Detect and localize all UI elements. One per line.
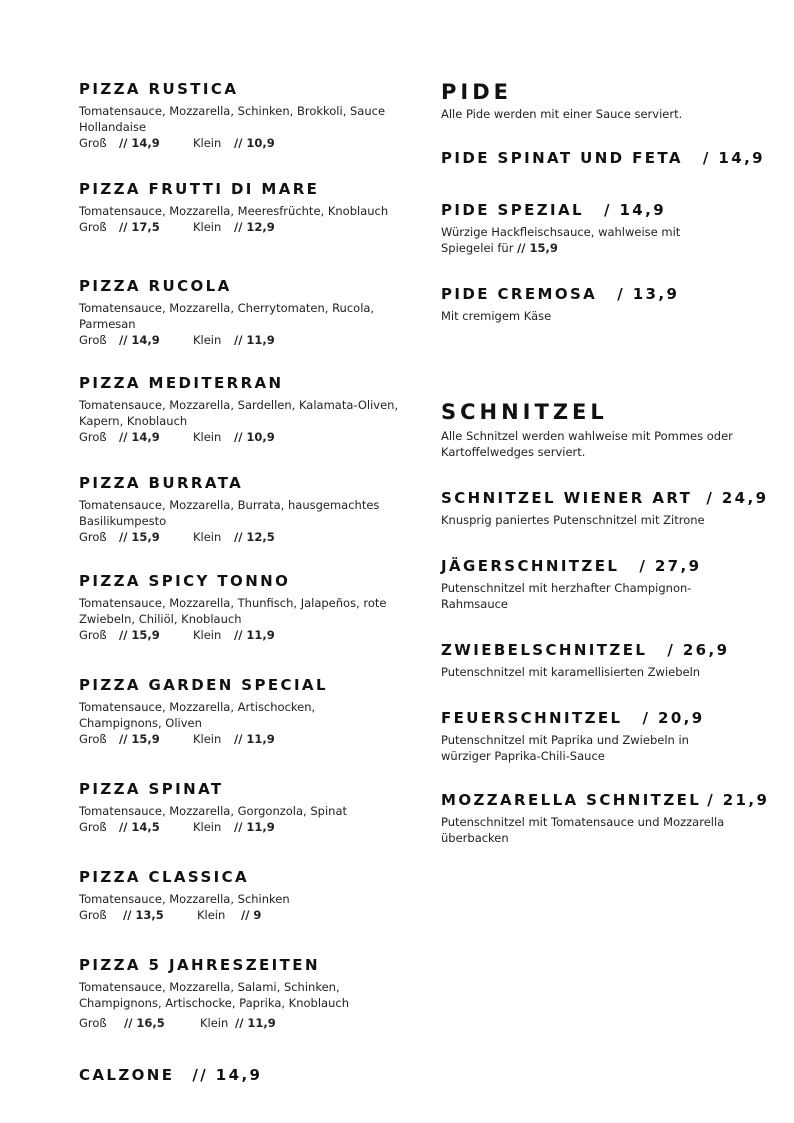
item-title: SCHNITZEL WIENER ART bbox=[441, 489, 693, 507]
item-description: Tomatensauce, Mozzarella, Salami, Schinken, Champignons, Artischocke, Paprika, Knoblauch bbox=[79, 980, 349, 1010]
item-price: / 27,9 bbox=[639, 557, 702, 575]
item-description: Mit cremigem Käse bbox=[441, 309, 552, 323]
size-gross-label: Groß bbox=[79, 220, 107, 234]
size-klein-price: // 11,9 bbox=[234, 628, 275, 642]
menu-item bbox=[79, 572, 399, 643]
item-prices bbox=[79, 429, 399, 445]
size-klein-price: // 12,5 bbox=[234, 530, 275, 544]
item-title: MOZZARELLA SCHNITZEL bbox=[441, 791, 702, 809]
size-klein-price: // 10,9 bbox=[234, 430, 275, 444]
item-prices bbox=[79, 1015, 399, 1031]
item-prices bbox=[79, 529, 399, 545]
size-klein-label: Klein bbox=[193, 820, 222, 834]
item-title: CALZONE bbox=[79, 1066, 175, 1084]
item-title: JÄGERSCHNITZEL bbox=[441, 557, 620, 575]
menu-item bbox=[441, 284, 781, 324]
item-title: PIDE SPINAT UND FETA bbox=[441, 149, 683, 167]
item-description: Tomatensauce, Mozzarella, Schinken bbox=[79, 892, 290, 906]
section-description: Alle Pide werden mit einer Sauce serviert. bbox=[441, 107, 683, 121]
item-title: PIZZA RUCOLA bbox=[79, 277, 232, 295]
item-prices bbox=[79, 819, 399, 835]
size-gross-price: // 14,9 bbox=[119, 333, 160, 347]
item-title: PIZZA CLASSICA bbox=[79, 868, 250, 886]
item-price: / 21,9 bbox=[707, 791, 770, 809]
item-description: Tomatensauce, Mozzarella, Meeresfrüchte, Knoblauch bbox=[79, 204, 389, 218]
section-title: PIDE bbox=[441, 80, 512, 104]
menu-item bbox=[441, 556, 781, 612]
item-price: // 14,9 bbox=[192, 1066, 263, 1084]
item-price: / 20,9 bbox=[642, 709, 705, 727]
menu-item bbox=[79, 474, 399, 545]
item-description: Putenschnitzel mit herzhafter Champignon-Rahmsauce bbox=[441, 581, 692, 611]
item-title: PIZZA FRUTTI DI MARE bbox=[79, 180, 320, 198]
item-title: PIZZA RUSTICA bbox=[79, 80, 239, 98]
menu-item bbox=[441, 708, 781, 764]
size-gross-label: Groß bbox=[79, 530, 107, 544]
item-extra-price: // 15,9 bbox=[517, 241, 558, 255]
size-klein-price: // 12,9 bbox=[234, 220, 275, 234]
item-prices bbox=[79, 731, 399, 747]
size-klein-label: Klein bbox=[200, 1016, 229, 1030]
item-prices bbox=[79, 627, 399, 643]
item-description: Putenschnitzel mit Paprika und Zwiebeln in würziger Paprika-Chili-Sauce bbox=[441, 733, 689, 763]
size-klein-label: Klein bbox=[193, 628, 222, 642]
size-klein-label: Klein bbox=[193, 333, 222, 347]
item-price: / 24,9 bbox=[706, 489, 769, 507]
section-title: SCHNITZEL bbox=[441, 400, 608, 424]
size-gross-price: // 15,9 bbox=[119, 530, 160, 544]
item-description: Tomatensauce, Mozzarella, Gorgonzola, Spinat bbox=[79, 804, 348, 818]
item-prices bbox=[79, 332, 399, 348]
menu-item bbox=[441, 790, 781, 846]
item-price: / 26,9 bbox=[667, 641, 730, 659]
size-gross-label: Groß bbox=[79, 430, 107, 444]
size-klein-price: // 9 bbox=[241, 908, 262, 922]
size-klein-price: // 11,9 bbox=[235, 1016, 276, 1030]
size-gross-price: // 14,5 bbox=[119, 820, 160, 834]
item-title: PIZZA MEDITERRAN bbox=[79, 374, 284, 392]
item-price: / 13,9 bbox=[617, 285, 680, 303]
menu-item bbox=[79, 180, 399, 235]
item-title: ZWIEBELSCHNITZEL bbox=[441, 641, 648, 659]
item-description: Tomatensauce, Mozzarella, Schinken, Brokkoli, Sauce Hollandaise bbox=[79, 104, 386, 134]
item-description: Tomatensauce, Mozzarella, Burrata, hausgemachtes Basilikumpesto bbox=[79, 498, 380, 528]
menu-item-calzone bbox=[79, 1065, 399, 1084]
size-gross-label: Groß bbox=[79, 136, 107, 150]
item-description bbox=[441, 224, 731, 256]
menu-item bbox=[79, 80, 399, 151]
item-prices bbox=[79, 219, 399, 235]
item-price: / 14,9 bbox=[603, 201, 667, 219]
section-description: Alle Schnitzel werden wahlweise mit Pommes oder Kartoffelwedges serviert. bbox=[441, 429, 733, 459]
size-klein-label: Klein bbox=[197, 908, 226, 922]
size-gross-price: // 13,5 bbox=[123, 908, 164, 922]
size-klein-price: // 11,9 bbox=[234, 820, 275, 834]
size-gross-price: // 15,9 bbox=[119, 732, 160, 746]
size-gross-label: Groß bbox=[79, 333, 107, 347]
menu-item bbox=[79, 780, 399, 835]
size-klein-label: Klein bbox=[193, 530, 222, 544]
item-description: Tomatensauce, Mozzarella, Thunfisch, Jalapeños, rote Zwiebeln, Chiliöl, Knoblauch bbox=[79, 596, 387, 626]
item-description: Knusprig paniertes Putenschnitzel mit Zitrone bbox=[441, 513, 705, 527]
item-title: PIZZA 5 JAHRESZEITEN bbox=[79, 956, 320, 974]
size-klein-price: // 10,9 bbox=[234, 136, 275, 150]
item-description-text: Würzige Hackfleischsauce, wahlweise mit Spiegelei für bbox=[441, 225, 681, 255]
size-gross-label: Groß bbox=[79, 820, 107, 834]
menu-item bbox=[441, 640, 781, 680]
item-title: PIDE SPEZIAL bbox=[441, 201, 584, 219]
size-gross-price: // 16,5 bbox=[124, 1016, 165, 1030]
menu-item bbox=[79, 956, 399, 1031]
item-prices bbox=[79, 135, 399, 151]
size-klein-label: Klein bbox=[193, 136, 222, 150]
item-description: Tomatensauce, Mozzarella, Cherrytomaten, Rucola, Parmesan bbox=[79, 301, 375, 331]
item-description: Tomatensauce, Mozzarella, Sardellen, Kalamata-Oliven, Kapern, Knoblauch bbox=[79, 398, 399, 428]
item-description: Putenschnitzel mit Tomatensauce und Mozzarella überbacken bbox=[441, 815, 725, 845]
schnitzel-section-header bbox=[441, 400, 781, 460]
item-prices bbox=[79, 907, 399, 923]
size-gross-price: // 14,9 bbox=[119, 430, 160, 444]
size-klein-price: // 11,9 bbox=[234, 333, 275, 347]
pide-section-header bbox=[441, 80, 781, 122]
menu-item bbox=[79, 277, 399, 348]
size-klein-price: // 11,9 bbox=[234, 732, 275, 746]
item-description: Putenschnitzel mit karamellisierten Zwiebeln bbox=[441, 665, 701, 679]
size-gross-label: Groß bbox=[79, 908, 107, 922]
size-klein-label: Klein bbox=[193, 732, 222, 746]
menu-item bbox=[79, 676, 399, 747]
menu-item bbox=[79, 868, 399, 923]
item-price: / 14,9 bbox=[702, 149, 766, 167]
item-title: PIZZA BURRATA bbox=[79, 474, 244, 492]
size-gross-label: Groß bbox=[79, 1016, 107, 1030]
menu-item bbox=[441, 488, 781, 528]
size-gross-price: // 15,9 bbox=[119, 628, 160, 642]
size-gross-label: Groß bbox=[79, 628, 107, 642]
item-title: FEUERSCHNITZEL bbox=[441, 709, 623, 727]
size-gross-label: Groß bbox=[79, 732, 107, 746]
size-klein-label: Klein bbox=[193, 220, 222, 234]
size-gross-price: // 17,5 bbox=[119, 220, 160, 234]
menu-item bbox=[441, 148, 781, 167]
menu-item bbox=[79, 374, 399, 445]
size-klein-label: Klein bbox=[193, 430, 222, 444]
item-title: PIDE CREMOSA bbox=[441, 285, 598, 303]
item-description: Tomatensauce, Mozzarella, Artischocken, Champignons, Oliven bbox=[79, 700, 316, 730]
item-title: PIZZA GARDEN SPECIAL bbox=[79, 676, 328, 694]
item-title: PIZZA SPICY TONNO bbox=[79, 572, 291, 590]
item-title: PIZZA SPINAT bbox=[79, 780, 224, 798]
size-gross-price: // 14,9 bbox=[119, 136, 160, 150]
menu-item bbox=[441, 200, 781, 256]
